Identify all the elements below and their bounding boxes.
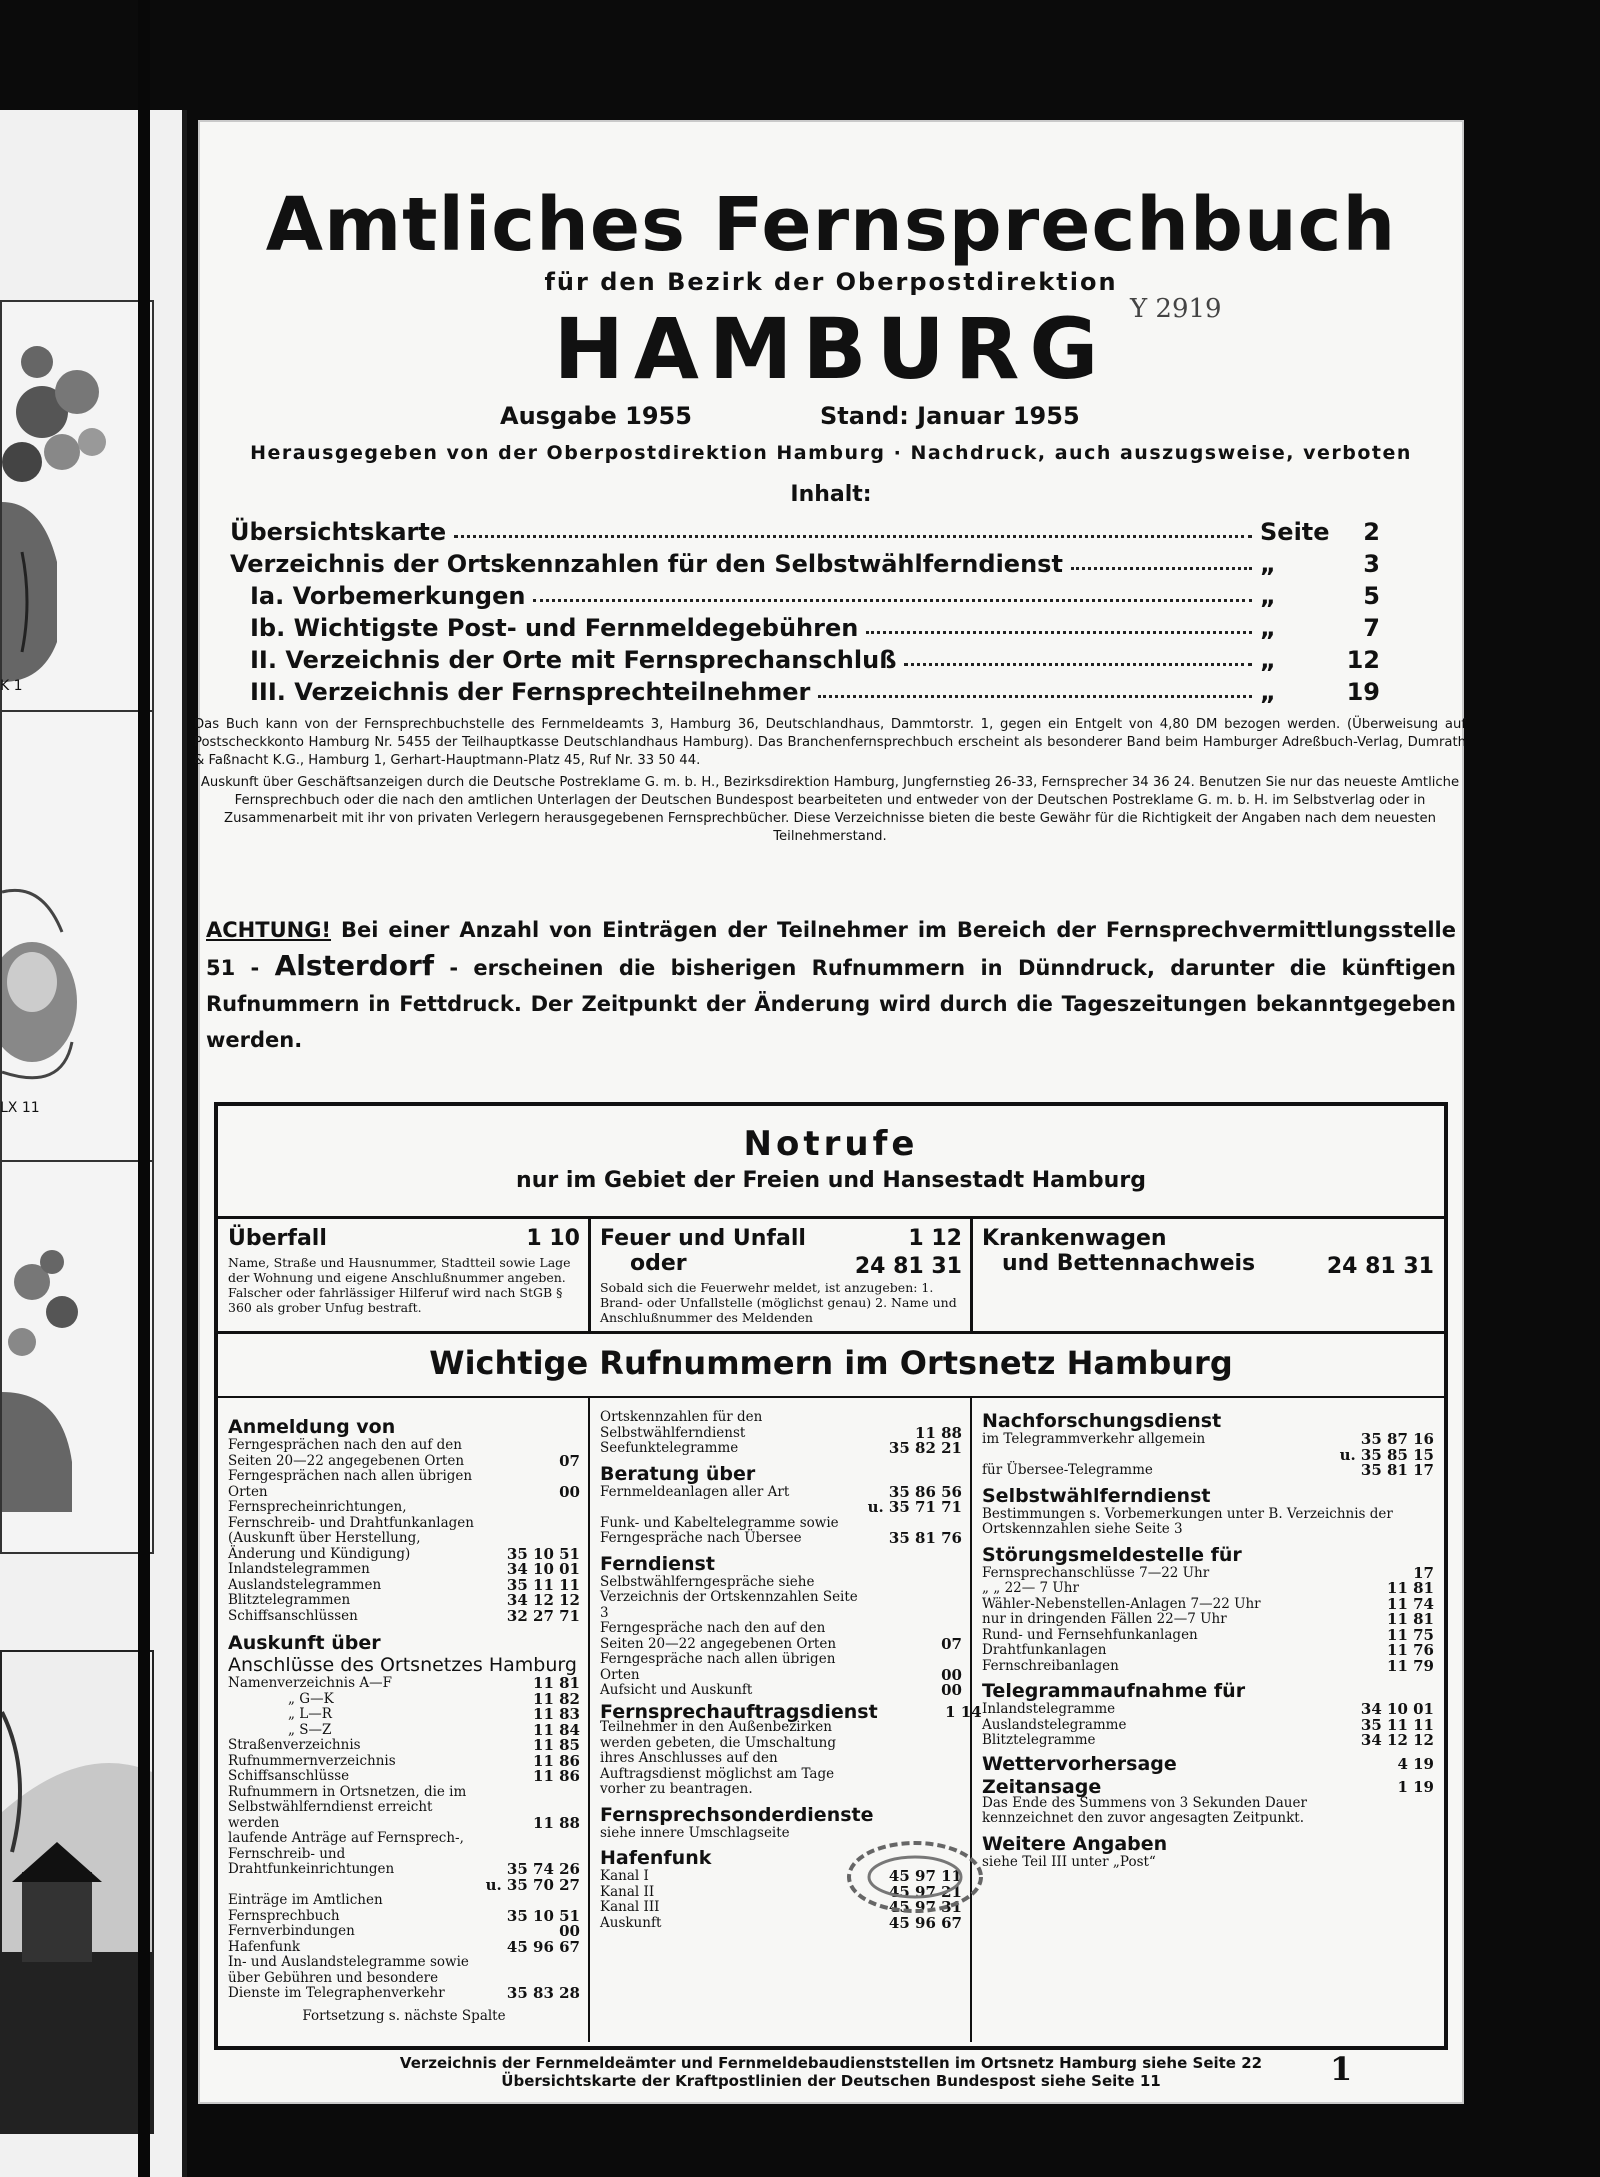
sonder-heading: Fernsprechsonderdienste (600, 1803, 874, 1826)
auftrag-number: 1 14 (945, 1702, 982, 1721)
list-item: u. 35 85 15 (1339, 1445, 1434, 1464)
zeit-number: 1 19 (1397, 1778, 1434, 1796)
list-item: Ortskennzahlen für den Selbstwählferndienst 11 88 (600, 1409, 962, 1442)
list-item: „ S—Z 11 84 (288, 1720, 580, 1739)
zeit-row (982, 1776, 1434, 1798)
divider (218, 1331, 1444, 1334)
list-item: Rufnummernverzeichnis 11 86 (228, 1751, 580, 1770)
weitere-text: siehe Teil III unter „Post“ (982, 1853, 1156, 1870)
ueberfall-number: 1 10 (526, 1226, 580, 1251)
wetter-number: 4 19 (1397, 1754, 1434, 1773)
feuer-label: Feuer und Unfall (600, 1226, 806, 1251)
zeit-text: Das Ende des Summens von 3 Sekunden Dauer kennzeichnet den zuvor angesagten Zeitpunkt. (982, 1794, 1307, 1826)
list-item: Inlandstelegramme 34 10 01 (982, 1700, 1434, 1718)
toc-heading: Inhalt: (790, 482, 872, 507)
emergency-kranken (982, 1226, 1434, 1336)
list-item: In- und Auslandstelegramme sowie über Gebühren und besondere Dienste im Telegraphenverkehr 35 83 28 (228, 1954, 580, 2002)
feuer-oder: oder (630, 1251, 687, 1276)
book-spine (138, 0, 150, 2177)
notrufe-title: Notrufe (743, 1124, 919, 1164)
list-item: Rufnummern in Ortsnetzen, die im Selbstwählferndienst erreicht werden 11 88 (228, 1783, 580, 1832)
stand-label: Stand: Januar 1955 (820, 402, 1080, 430)
stoerung-heading: Störungsmeldestelle für (982, 1543, 1242, 1566)
library-stamp-icon (840, 1832, 990, 1922)
list-item: Einträge im Amtlichen Fernsprechbuch 35 10 51 (228, 1892, 580, 1925)
list-item: Ferngesprächen nach allen übrigen Orten 00 (228, 1468, 580, 1501)
handwritten-mark: Y 2919 (1130, 294, 1222, 324)
page-footer (200, 2054, 1462, 2090)
list-item: „ L—R 11 83 (288, 1705, 580, 1723)
toc-item[interactable]: Verzeichnis der Ortskennzahlen für den Selbstwählferndienst „ 3 (230, 550, 1380, 578)
wetter-row (982, 1752, 1434, 1775)
page-title: Amtliches Fernsprechbuch (265, 182, 1397, 268)
emergency-feuer (600, 1226, 962, 1336)
page-label-k1: K 1 (0, 678, 23, 694)
edition-label: Ausgabe 1955 (500, 402, 692, 430)
achtung-label: ACHTUNG! (206, 918, 332, 942)
page-label-lx11: LX 11 (0, 1100, 40, 1116)
list-item: Schiffsanschlüssen 32 27 71 (228, 1606, 580, 1625)
numbers-column-1 (228, 1410, 580, 2024)
flower-basket-illustration (0, 1160, 154, 1554)
list-item: Ferngespräche nach den auf den Seiten 20—22 angegebenen Orten 07 (600, 1620, 962, 1653)
ueberfall-label: Überfall (228, 1226, 327, 1251)
numbers-column-3 (982, 1410, 1434, 1870)
page-number: 1 (1330, 2050, 1353, 2088)
fine-print (194, 716, 1466, 850)
list-item: Kanal II 45 97 21 (600, 1882, 962, 1901)
list-item: Ferngesprächen nach den auf den Seiten 20—22 angegebenen Orten 07 (228, 1437, 580, 1470)
list-item: u. 35 70 27 (485, 1875, 580, 1894)
nachforschung-heading: Nachforschungsdienst (982, 1410, 1222, 1432)
previous-page (0, 110, 187, 2177)
list-item: Auskunft 45 96 67 (600, 1913, 962, 1932)
divider (218, 1216, 1444, 1219)
city-name: HAMBURG (553, 300, 1109, 398)
divider (218, 1396, 1444, 1398)
zeit-heading: Zeitansage (982, 1776, 1102, 1798)
directory-cover-page (194, 120, 1466, 2104)
hafenfunk-heading: Hafenfunk (600, 1847, 712, 1869)
flower-vase-illustration (0, 300, 154, 754)
list-item: laufende Anträge auf Fernsprech-, Fernschreib- und Drahtfunkeinrichtungen 35 74 26 (228, 1830, 580, 1878)
landscape-photo (0, 1650, 154, 2134)
auskunft-heading: Auskunft über (228, 1632, 381, 1654)
auftrag-heading: Fernsprechauftragsdienst (600, 1700, 878, 1723)
auftrag-text: Teilnehmer in den Außenbezirken werden gebeten, die Umschaltung ihres Anschlusses auf den Auftragsdienst möglichst am Tage vorher zu beantragen. (600, 1719, 836, 1797)
list-item: nur in dringenden Fällen 22—7 Uhr 11 81 (982, 1610, 1434, 1628)
ferndienst-heading: Ferndienst (600, 1552, 715, 1575)
list-item: Kanal I 45 97 11 (600, 1867, 962, 1885)
divider (588, 1216, 591, 1331)
list-item: Seefunktelegramme 35 82 21 (600, 1439, 962, 1457)
divider (970, 1216, 973, 1331)
list-item: für Übersee-Telegramme 35 81 17 (982, 1461, 1434, 1479)
toc-item[interactable]: Ia. Vorbemerkungen „ 5 (250, 582, 1380, 610)
feuer-note: Sobald sich die Feuerwehr meldet, ist anzugeben: 1. Brand- oder Unfallstelle (möglichst genau) 2. Name und Anschlußnummer des Meldenden (600, 1280, 957, 1325)
list-item: Rund- und Fernsehfunkanlagen 11 75 (982, 1625, 1434, 1644)
phone-numbers-box (214, 1102, 1448, 2050)
list-item: Fernschreibanlagen 11 79 (982, 1656, 1434, 1675)
list-item: Wähler-Nebenstellen-Anlagen 7—22 Uhr 11 74 (982, 1594, 1434, 1613)
weitere-heading: Weitere Angaben (982, 1832, 1168, 1855)
list-item: „ G—K 11 82 (288, 1689, 580, 1708)
list-item: Auslandstelegrammen 35 11 11 (228, 1575, 580, 1594)
fine-print-ordering: Das Buch kann von der Fernsprechbuchstelle des Fernmeldeamts 3, Hamburg 36, Deutschlandhaus, Dammtorstr. 1, gegen ein Entgelt von 4,80 DM bezogen werden. (Überweisung auf Postscheckkonto Hamburg Nr. 5455 der Teilhauptkasse Deutschlandhaus Hamburg). Das Branchenfernsprechbuch erscheint als besonderer Band beim Hamburger Adreßbuch-Verlag, Dumrath & Faßnacht K.G., Hamburg 1, Gerhart-Hauptmann-Platz 45, Ruf Nr. 33 50 44. (194, 717, 1466, 768)
list-item: Blitztelegrammen 34 12 12 (228, 1591, 580, 1609)
list-item: Fernsprecheinrichtungen, Fernschreib- und Drahtfunkanlagen (Auskunft über Herstellung, Änderung und Kündigung) 35 10 51 (228, 1499, 580, 1563)
list-item: Aufsicht und Auskunft 00 (600, 1681, 962, 1699)
sonder-text: siehe innere Umschlagseite (600, 1824, 790, 1841)
list-item: Fernverbindungen 00 (228, 1922, 580, 1940)
list-item: Kanal III 45 97 31 (600, 1898, 962, 1916)
auskunft-subheading: Anschlüsse des Ortsnetzes Hamburg (228, 1654, 577, 1676)
toc-item[interactable]: III. Verzeichnis der Fernsprechteilnehmer „ 19 (250, 678, 1380, 706)
notrufe-subtitle: nur im Gebiet der Freien und Hansestadt Hamburg (516, 1168, 1146, 1193)
footer-line-1: Verzeichnis der Fernmeldeämter und Fernmeldebaudienststellen im Ortsnetz Hamburg siehe Seite 22 (399, 2054, 1263, 2072)
toc-item[interactable]: II. Verzeichnis der Orte mit Fernsprechanschluß „ 12 (250, 646, 1380, 674)
beratung-heading: Beratung über (600, 1462, 756, 1485)
list-item: Selbstwählferngespräche siehe Verzeichnis der Ortskennzahlen Seite 3 (600, 1573, 858, 1621)
list-item: Ferngespräche nach allen übrigen Orten 00 (600, 1651, 962, 1684)
footer-line-2: Übersichtskarte der Kraftpostlinien der Deutschen Bundespost siehe Seite 11 (501, 2072, 1161, 2090)
list-item: Auslandstelegramme 35 11 11 (982, 1715, 1434, 1734)
list-item: Fernsprechanschlüsse 7—22 Uhr 17 (982, 1563, 1434, 1582)
list-item: Fernmeldeanlagen aller Art 35 86 56 (600, 1482, 962, 1501)
list-item: u. 35 71 71 (867, 1498, 962, 1516)
anmeldung-heading: Anmeldung von (228, 1416, 396, 1438)
toc-item[interactable]: Übersichtskarte Seite 2 (230, 518, 1380, 546)
feuer-number-2: 24 81 31 (854, 1254, 962, 1279)
list-item: Drahtfunkanlagen 11 76 (982, 1641, 1434, 1659)
ueberfall-note: Name, Straße und Hausnummer, Stadtteil sowie Lage der Wohnung und eigene Anschlußnummer angeben. Falscher oder fahrlässiger Hilferuf wird nach StGB § 360 als grober Unfug bestraft. (228, 1255, 571, 1315)
achtung-notice: ACHTUNG! Bei einer Anzahl von Einträgen der Teilnehmer im Bereich der Fernsprechvermittlungsstelle 51 - Alsterdorf - erscheinen die bisherigen Rufnummern in Dünndruck, darunter die künftigen Rufnummern in Fettdruck. Der Zeitpunkt der Änderung wird durch die Tageszeitungen bekanntgegeben werden. (206, 918, 1457, 1052)
divider (588, 1396, 590, 2042)
selbstwaehl-text: Bestimmungen s. Vorbemerkungen unter B. Verzeichnis der Ortskennzahlen siehe Seite 3 (982, 1505, 1393, 1537)
list-item: Straßenverzeichnis 11 85 (228, 1736, 580, 1754)
list-item: „ „ 22— 7 Uhr 11 81 (982, 1579, 1434, 1597)
list-item: Funk- und Kabeltelegramme sowie Ferngespräche nach Übersee 35 81 76 (600, 1514, 962, 1547)
publisher-line: Herausgegeben von der Oberpostdirektion Hamburg · Nachdruck, auch auszugsweise, verboten (250, 442, 1412, 464)
page-subtitle: für den Bezirk der Oberpostdirektion (544, 268, 1118, 296)
auftrag-row (600, 1700, 982, 1723)
list-item: im Telegrammverkehr allgemein 35 87 16 (982, 1430, 1434, 1448)
list-item: Hafenfunk 45 96 67 (228, 1937, 580, 1956)
emergency-ueberfall (228, 1226, 580, 1336)
list-item: Blitztelegramme 34 12 12 (982, 1731, 1434, 1749)
toc-item[interactable]: Ib. Wichtigste Post- und Fernmeldegebühren „ 7 (250, 614, 1380, 642)
list-item: Inlandstelegrammen 34 10 01 (228, 1560, 580, 1578)
telegramm-heading: Telegrammaufnahme für (982, 1680, 1246, 1702)
list-item: Schiffsanschlüsse 11 86 (228, 1767, 580, 1785)
feuer-number: 1 12 (908, 1226, 962, 1251)
table-of-contents (230, 514, 1380, 706)
kranken-label-2: und Bettennachweis (1002, 1251, 1256, 1276)
list-item: Namenverzeichnis A—F 11 81 (228, 1674, 580, 1692)
wichtige-title: Wichtige Rufnummern im Ortsnetz Hamburg (429, 1344, 1233, 1382)
continued-note: Fortsetzung s. nächste Spalte (302, 2007, 506, 2024)
wetter-heading: Wettervorhersage (982, 1752, 1177, 1775)
selbstwaehl-heading: Selbstwählferndienst (982, 1484, 1211, 1507)
kranken-label: Krankenwagen (982, 1226, 1167, 1251)
kranken-number: 24 81 31 (1326, 1254, 1434, 1279)
fine-print-advertising: Auskunft über Geschäftsanzeigen durch die Deutsche Postreklame G. m. b. H., Bezirksdirektion Hamburg, Jungfernstieg 26-33, Fernsprecher 34 36 24. Benutzen Sie nur das neueste Amtliche Fernsprechbuch oder die nach den amtlichen Unterlagen der Deutschen Bundespost bearbeiteten und entweder von der Deutschen Postreklame G. m. b. H. im Selbstverlag oder in Zusammenarbeit mit ihr von privaten Verlegern herausgegebenen Fernsprechbücher. Diese Verzeichnisse bieten die beste Gewähr für die Richtigkeit der Angaben nach dem neuesten Teilnehmerstand. (200, 775, 1460, 844)
alsterdorf-label: Alsterdorf (274, 949, 435, 982)
